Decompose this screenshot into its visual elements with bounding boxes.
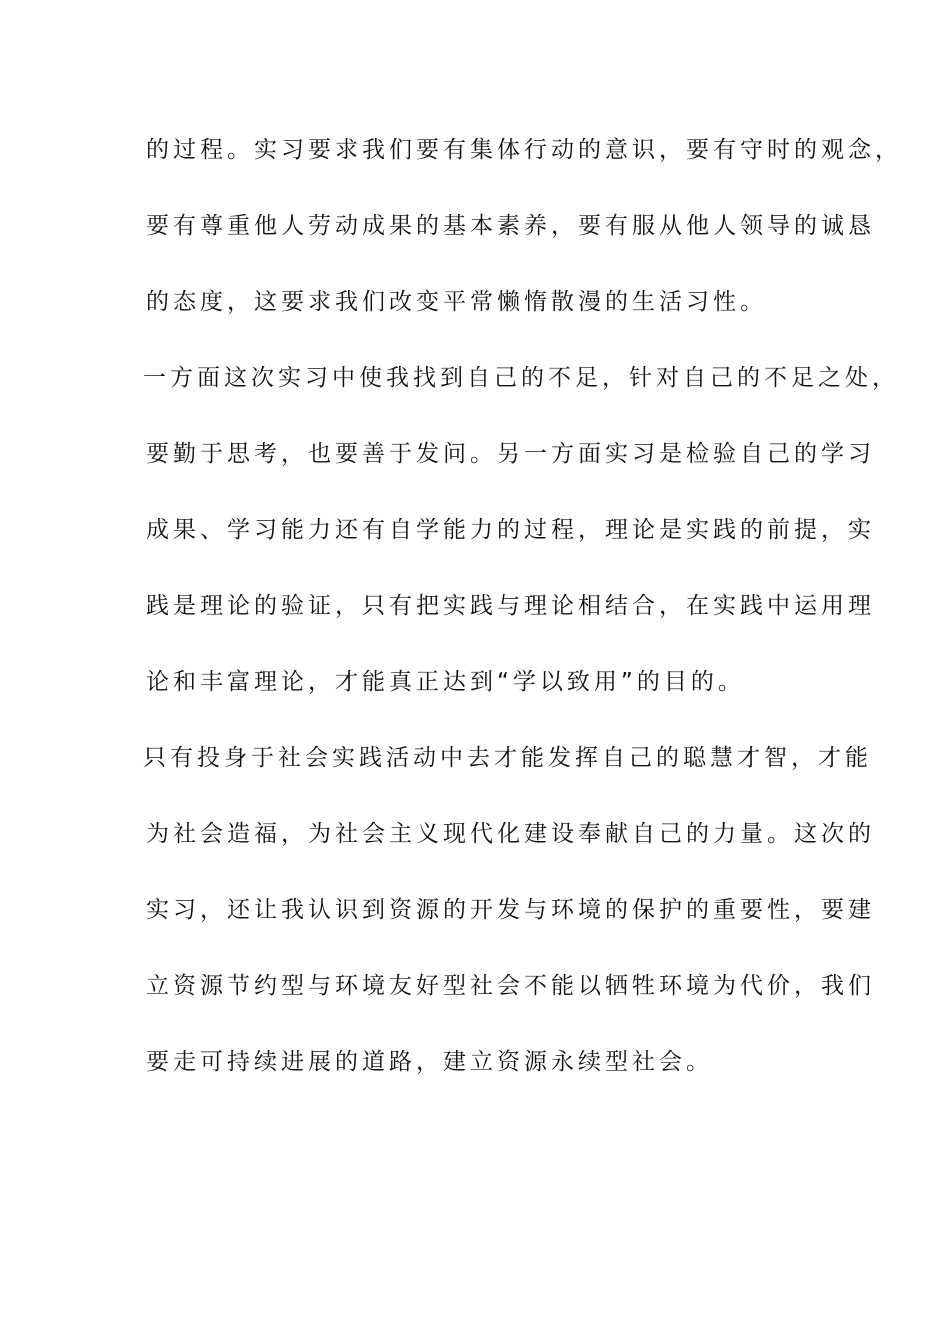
- text-line: 要勤于思考，也要善于发问。另一方面实习是检验自己的学习: [146, 441, 875, 467]
- text-line: 要走可持续进展的道路，建立资源永续型社会。: [146, 1049, 713, 1075]
- body-text: [143, 130, 902, 1118]
- text-line: 践是理论的验证，只有把实践与理论相结合，在实践中运用理: [146, 593, 875, 619]
- text-line: 成果、学习能力还有自学能力的过程，理论是实践的前提，实: [146, 517, 875, 543]
- text-line: 立资源节约型与环境友好型社会不能以牺牲环境为代价，我们: [146, 973, 875, 999]
- text-line: 为社会造福，为社会主义现代化建设奉献自己的力量。这次的: [146, 821, 875, 847]
- text-line: 只有投身于社会实践活动中去才能发挥自己的聪慧才智，才能: [143, 745, 872, 771]
- text-line: 的态度，这要求我们改变平常懒惰散漫的生活习性。: [146, 289, 767, 315]
- text-line: 要有尊重他人劳动成果的基本素养，要有服从他人领导的诚恳: [146, 213, 875, 239]
- text-line: 实习，还让我认识到资源的开发与环境的保护的重要性，要建: [146, 897, 875, 923]
- text-line: 论和丰富理论，才能真正达到“学以致用”的目的。: [146, 669, 745, 695]
- text-line: 一方面这次实习中使我找到自己的不足，针对自己的不足之处，: [143, 365, 899, 391]
- text-line: 的过程。实习要求我们要有集体行动的意识，要有守时的观念，: [146, 137, 902, 163]
